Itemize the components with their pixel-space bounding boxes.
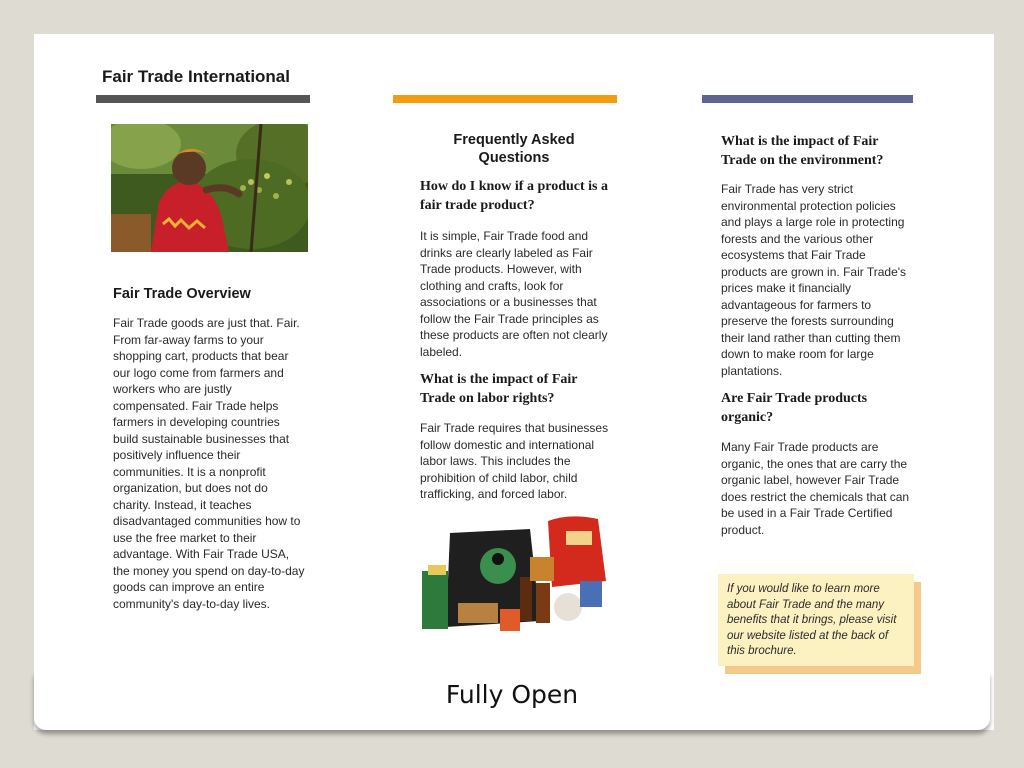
farmer-photo xyxy=(111,124,308,252)
brand-title: Fair Trade International xyxy=(102,67,290,86)
faq-answer-2: Fair Trade requires that businesses follow domestic and international labor laws. This includes the prohibition of child labor, child trafficking, and forced labor. xyxy=(420,421,609,501)
faq-answer-1: It is simple, Fair Trade food and drinks are clearly labeled as Fair Trade products. However, with clothing and crafts, look for associations or a businesses that follow the Fair Trade principles as these products are often not clearly labeled. xyxy=(420,229,608,359)
accent-bar-orange xyxy=(393,95,617,103)
slide-caption: Fully Open xyxy=(445,680,579,709)
faq-question-1: How do I know if a product is a fair trade product? xyxy=(420,179,609,213)
products-photo xyxy=(420,511,609,637)
environment-question: What is the impact of Fair Trade on the environment? xyxy=(721,134,884,168)
organic-question: Are Fair Trade products organic? xyxy=(721,391,868,425)
info-note: If you would like to learn more about Fair Trade and the many benefits that it brings, please visit our website listed at the back of this brochure. xyxy=(718,574,914,666)
faq-heading: Frequently Asked Questions xyxy=(453,132,575,166)
accent-bar-dark xyxy=(96,95,310,103)
organic-answer: Many Fair Trade products are organic, the ones that are carry the organic label, however Fair Trade does restrict the chemicals that can be used in a Fair Trade Certified product. xyxy=(721,440,910,537)
faq-question-2: What is the impact of Fair Trade on labor rights? xyxy=(420,372,578,406)
environment-answer: Fair Trade has very strict environmental protection policies and plays a large role in protecting forests and the various other ecosystems that Fair Trade products are grown in. Fair Trade's prices make it financially advantageous for farmers to preserve the forests surrounding their land rather than cutting them down to make room for large plantations. xyxy=(721,182,907,378)
accent-bar-slate xyxy=(702,95,913,103)
overview-body: Fair Trade goods are just that. Fair. From far-away farms to your shopping cart, products that bear our logo come from farmers and workers who are justly compensated. Fair Trade helps farmers in developing countries build sustainable businesses that positively influence their communities. It is a nonprofit organization, but does not do charity. Instead, it teaches disadvantaged communities how to use the free market to their advantage. With Fair Trade USA, the money you spend on day-to-day goods can improve an entire community's day-to-day lives. xyxy=(113,316,305,611)
overview-heading: Fair Trade Overview xyxy=(113,286,251,302)
